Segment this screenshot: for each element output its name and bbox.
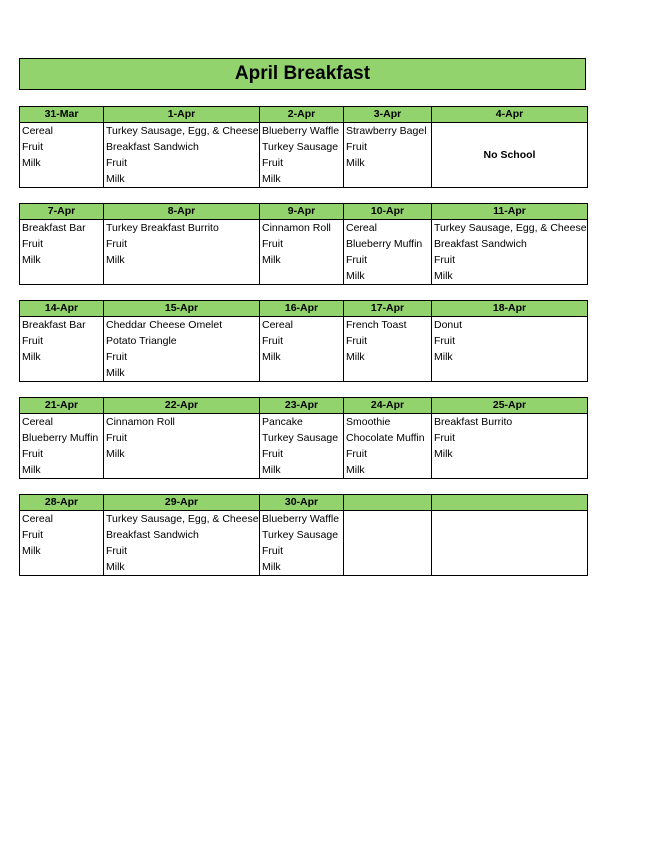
page-title: April Breakfast (19, 58, 586, 90)
menu-item: Turkey Sausage (262, 432, 339, 444)
menu-item: Milk (106, 254, 125, 266)
menu-item: Milk (22, 254, 41, 266)
day-header: 14-Apr (20, 301, 104, 317)
day-menu-cell (20, 414, 104, 479)
menu-item: Fruit (262, 448, 283, 460)
menu-item: Chocolate Muffin (346, 432, 425, 444)
menu-item: Turkey Sausage, Egg, & Cheese (106, 125, 259, 137)
day-menu-cell (432, 123, 588, 188)
menu-item: Fruit (434, 335, 455, 347)
menu-item: Fruit (262, 157, 283, 169)
day-header: 8-Apr (104, 204, 260, 220)
menu-item: Fruit (346, 335, 367, 347)
day-header: 30-Apr (260, 495, 344, 511)
menu-item: Cheddar Cheese Omelet (106, 319, 223, 331)
menu-item: Fruit (22, 335, 43, 347)
day-menu-cell (432, 220, 588, 285)
day-menu-cell (344, 414, 432, 479)
menu-item: Milk (106, 367, 125, 379)
menu-item: Milk (22, 351, 41, 363)
menu-item: Milk (262, 464, 281, 476)
menu-item: Milk (106, 561, 125, 573)
menu-item: Fruit (262, 238, 283, 250)
menu-item: Turkey Sausage, Egg, & Cheese (106, 513, 259, 525)
menu-item: Fruit (346, 141, 367, 153)
menu-item: Fruit (434, 254, 455, 266)
menu-item: Cereal (262, 319, 293, 331)
day-header: 29-Apr (104, 495, 260, 511)
menu-item: Potato Triangle (106, 335, 177, 347)
menu-item: Breakfast Bar (22, 222, 86, 234)
menu-item: Cereal (22, 513, 53, 525)
menu-item: Milk (434, 270, 453, 282)
menu-item: Cereal (22, 416, 53, 428)
menu-item: Cinnamon Roll (262, 222, 331, 234)
menu-item: Breakfast Burrito (434, 416, 513, 428)
menu-item: Fruit (106, 238, 127, 250)
menu-item: Fruit (106, 545, 127, 557)
menu-item: Breakfast Bar (22, 319, 86, 331)
day-header: 9-Apr (260, 204, 344, 220)
week-table (19, 203, 588, 285)
menu-item: Blueberry Waffle (262, 513, 340, 525)
week-table (19, 494, 588, 576)
day-menu-cell (104, 317, 260, 382)
menu-item: Breakfast Sandwich (106, 529, 199, 541)
menu-item: Fruit (22, 141, 43, 153)
day-menu-cell (20, 220, 104, 285)
menu-item: Fruit (262, 335, 283, 347)
day-menu-cell (260, 123, 344, 188)
menu-item: Pancake (262, 416, 303, 428)
menu-item: Milk (346, 464, 365, 476)
menu-item: Blueberry Muffin (22, 432, 99, 444)
menu-item: Milk (22, 464, 41, 476)
menu-item: Turkey Sausage (262, 529, 339, 541)
menu-item: Fruit (22, 529, 43, 541)
day-menu-cell (104, 511, 260, 576)
day-header: 23-Apr (260, 398, 344, 414)
menu-item: Milk (262, 351, 281, 363)
menu-item: Breakfast Sandwich (434, 238, 527, 250)
menu-item: Cereal (22, 125, 53, 137)
menu-item: Fruit (106, 432, 127, 444)
menu-item: Strawberry Bagel (346, 125, 427, 137)
no-school-label: No School (483, 149, 536, 161)
day-menu-cell (20, 123, 104, 188)
week-table (19, 300, 588, 382)
day-header: 22-Apr (104, 398, 260, 414)
day-menu-cell (344, 317, 432, 382)
day-header: 4-Apr (432, 107, 588, 123)
day-header: 21-Apr (20, 398, 104, 414)
menu-item: Milk (434, 448, 453, 460)
menu-item: French Toast (346, 319, 407, 331)
menu-item: Fruit (22, 448, 43, 460)
day-menu-cell (104, 414, 260, 479)
menu-item: Donut (434, 319, 463, 331)
menu-item: Fruit (346, 254, 367, 266)
day-menu-cell (260, 317, 344, 382)
day-header: 18-Apr (432, 301, 588, 317)
menu-item: Cinnamon Roll (106, 416, 175, 428)
menu-item: Milk (262, 173, 281, 185)
day-menu-cell (344, 511, 432, 576)
day-header: 10-Apr (344, 204, 432, 220)
day-header: 25-Apr (432, 398, 588, 414)
menu-item: Turkey Sausage, Egg, & Cheese (434, 222, 587, 234)
week-table (19, 397, 588, 479)
day-menu-cell (344, 220, 432, 285)
day-menu-cell (260, 220, 344, 285)
menu-item: Blueberry Waffle (262, 125, 340, 137)
menu-item: Milk (262, 561, 281, 573)
day-menu-cell (260, 511, 344, 576)
day-header (432, 495, 588, 511)
day-menu-cell (432, 511, 588, 576)
menu-item: Milk (346, 351, 365, 363)
menu-item: Milk (434, 351, 453, 363)
menu-item: Milk (106, 448, 125, 460)
menu-item: Smoothie (346, 416, 391, 428)
day-header: 7-Apr (20, 204, 104, 220)
menu-item: Fruit (22, 238, 43, 250)
day-header: 16-Apr (260, 301, 344, 317)
day-header: 2-Apr (260, 107, 344, 123)
menu-item: Fruit (106, 351, 127, 363)
menu-item: Milk (262, 254, 281, 266)
day-header: 17-Apr (344, 301, 432, 317)
day-menu-cell (344, 123, 432, 188)
day-header: 11-Apr (432, 204, 588, 220)
day-menu-cell (260, 414, 344, 479)
menu-item: Turkey Breakfast Burrito (106, 222, 219, 234)
day-header (344, 495, 432, 511)
menu-item: Milk (22, 545, 41, 557)
day-menu-cell (20, 317, 104, 382)
menu-item: Milk (106, 173, 125, 185)
day-header: 28-Apr (20, 495, 104, 511)
menu-item: Blueberry Muffin (346, 238, 423, 250)
menu-item: Milk (22, 157, 41, 169)
day-menu-cell (432, 414, 588, 479)
day-menu-cell (104, 123, 260, 188)
day-header: 31-Mar (20, 107, 104, 123)
menu-item: Milk (346, 270, 365, 282)
day-menu-cell (104, 220, 260, 285)
day-menu-cell (20, 511, 104, 576)
day-header: 3-Apr (344, 107, 432, 123)
menu-item: Fruit (434, 432, 455, 444)
menu-item: Breakfast Sandwich (106, 141, 199, 153)
menu-item: Fruit (262, 545, 283, 557)
day-menu-cell (432, 317, 588, 382)
menu-item: Fruit (106, 157, 127, 169)
day-header: 1-Apr (104, 107, 260, 123)
menu-item: Cereal (346, 222, 377, 234)
menu-item: Turkey Sausage (262, 141, 339, 153)
day-header: 15-Apr (104, 301, 260, 317)
day-header: 24-Apr (344, 398, 432, 414)
menu-item: Fruit (346, 448, 367, 460)
menu-item: Milk (346, 157, 365, 169)
week-table (19, 106, 588, 188)
